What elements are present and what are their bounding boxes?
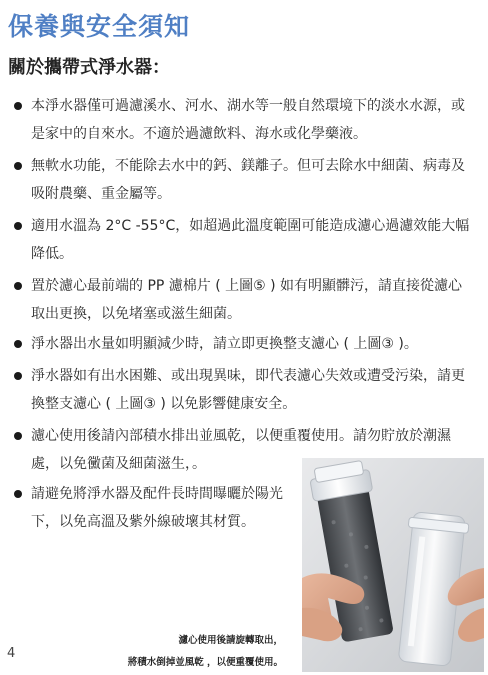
filter-cartridge-photo (302, 458, 484, 672)
bullet-dot-icon (14, 102, 22, 110)
list-item (14, 212, 476, 268)
page-title: 保養與安全須知 (8, 12, 191, 41)
list-item (14, 272, 476, 328)
bullet-dot-icon (14, 162, 22, 170)
list-item (14, 362, 476, 418)
list-item-text: 淨水器如有出水困難、或出現異味，即代表濾心失效或遭受污染，請更換整支濾心 ( 上圖③ ) 以免影響健康安全。 (31, 368, 465, 412)
bullet-dot-icon (14, 340, 22, 348)
list-item-text: 淨水器出水量如明顯減少時，請立即更換整支濾心 ( 上圖③ )。 (31, 336, 418, 352)
list-item (14, 152, 476, 208)
page-number: 4 (7, 646, 16, 661)
list-item-text: 置於濾心最前端的 PP 濾棉片 ( 上圖⑤ ) 如有明顯髒污，請直接從濾心取出更換，以免堵塞或滋生細菌。 (31, 278, 463, 322)
bullet-dot-icon (14, 490, 22, 498)
bullet-dot-icon (14, 372, 22, 380)
section-heading: 關於攜帶式淨水器： (8, 57, 170, 78)
list-item-text: 無軟水功能，不能除去水中的鈣、鎂離子。但可去除水中細菌、病毒及吸附農藥、重金屬等。 (31, 158, 465, 202)
list-item-text: 濾心使用後請內部積水排出並風乾，以便重覆使用。請勿貯放於潮濕處，以免黴菌及細菌滋生，。 (31, 428, 451, 472)
photo-caption (128, 630, 283, 674)
list-item (14, 330, 476, 358)
caption-line: 將積水倒掉並風乾 ，以便重覆使用。 (127, 657, 283, 668)
list-item (14, 92, 476, 148)
bullet-dot-icon (14, 282, 22, 290)
bullet-dot-icon (14, 222, 22, 230)
bullet-dot-icon (14, 432, 22, 440)
caption-line: 濾心使用後請旋轉取出， (178, 635, 283, 646)
list-item-text: 適用水溫為 2°C -55°C，如超過此溫度範圍可能造成濾心過濾效能大幅降低。 (31, 218, 470, 262)
list-item (14, 480, 286, 536)
list-item-text: 請避免將淨水器及配件長時間曝曬於陽光下，以免高溫及紫外線破壞其材質。 (31, 486, 283, 530)
list-item-text: 本淨水器僅可過濾溪水、河水、湖水等一般自然環境下的淡水水源，或是家中的自來水。不適於過濾飲料、海水或化學藥液。 (31, 98, 465, 142)
